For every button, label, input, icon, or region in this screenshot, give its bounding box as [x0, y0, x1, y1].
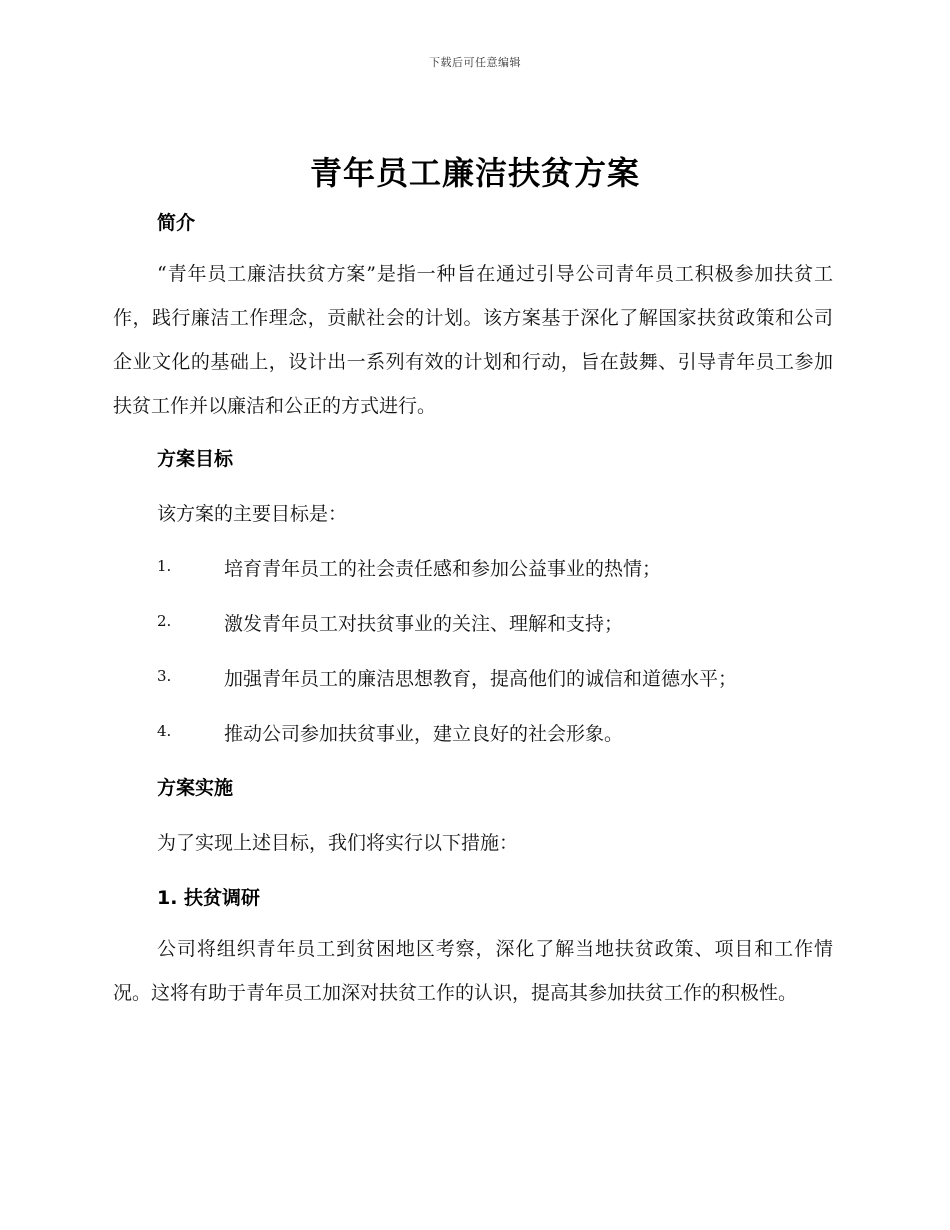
goal-item-number: 3.	[157, 667, 172, 685]
goal-item-text: 加强青年员工的廉洁思想教育，提高他们的诚信和道德水平；	[224, 668, 738, 690]
implementation-lead-text: 为了实现上述目标，我们将实行以下措施：	[157, 832, 519, 854]
goal-item-number: 1.	[157, 557, 172, 575]
section-heading-intro: 简介	[157, 212, 196, 234]
document-title: 青年员工廉洁扶贫方案	[309, 154, 640, 192]
section-heading-goals: 方案目标	[157, 448, 234, 470]
goals-lead-text: 该方案的主要目标是：	[157, 503, 348, 525]
page-header-note: 下载后可任意编辑	[429, 56, 521, 69]
goal-item-text: 激发青年员工对扶贫事业的关注、理解和支持；	[224, 613, 624, 635]
subsection-heading-survey: 1. 扶贫调研	[157, 887, 261, 909]
goal-item-text: 推动公司参加扶贫事业，建立良好的社会形象。	[224, 723, 624, 745]
section-heading-implementation: 方案实施	[157, 777, 234, 799]
goal-item-number: 2.	[157, 612, 172, 630]
survey-paragraph: 公司将组织青年员工到贫困地区考察，深化了解当地扶贫政策、项目和工作情况。这将有助于青年员工加深对扶贫工作的认识，提高其参加扶贫工作的积极性。	[113, 938, 833, 1004]
goal-item-text: 培育青年员工的社会责任感和参加公益事业的热情；	[224, 558, 662, 580]
goal-item-number: 4.	[157, 722, 172, 740]
intro-paragraph: “青年员工廉洁扶贫方案”是指一种旨在通过引导公司青年员工积极参加扶贫工作，践行廉洁工作理念，贡献社会的计划。该方案基于深化了解国家扶贫政策和公司企业文化的基础上，设计出一系列有效的计划和行动，旨在鼓舞、引导青年员工参加扶贫工作并以廉洁和公正的方式进行。	[113, 263, 833, 417]
